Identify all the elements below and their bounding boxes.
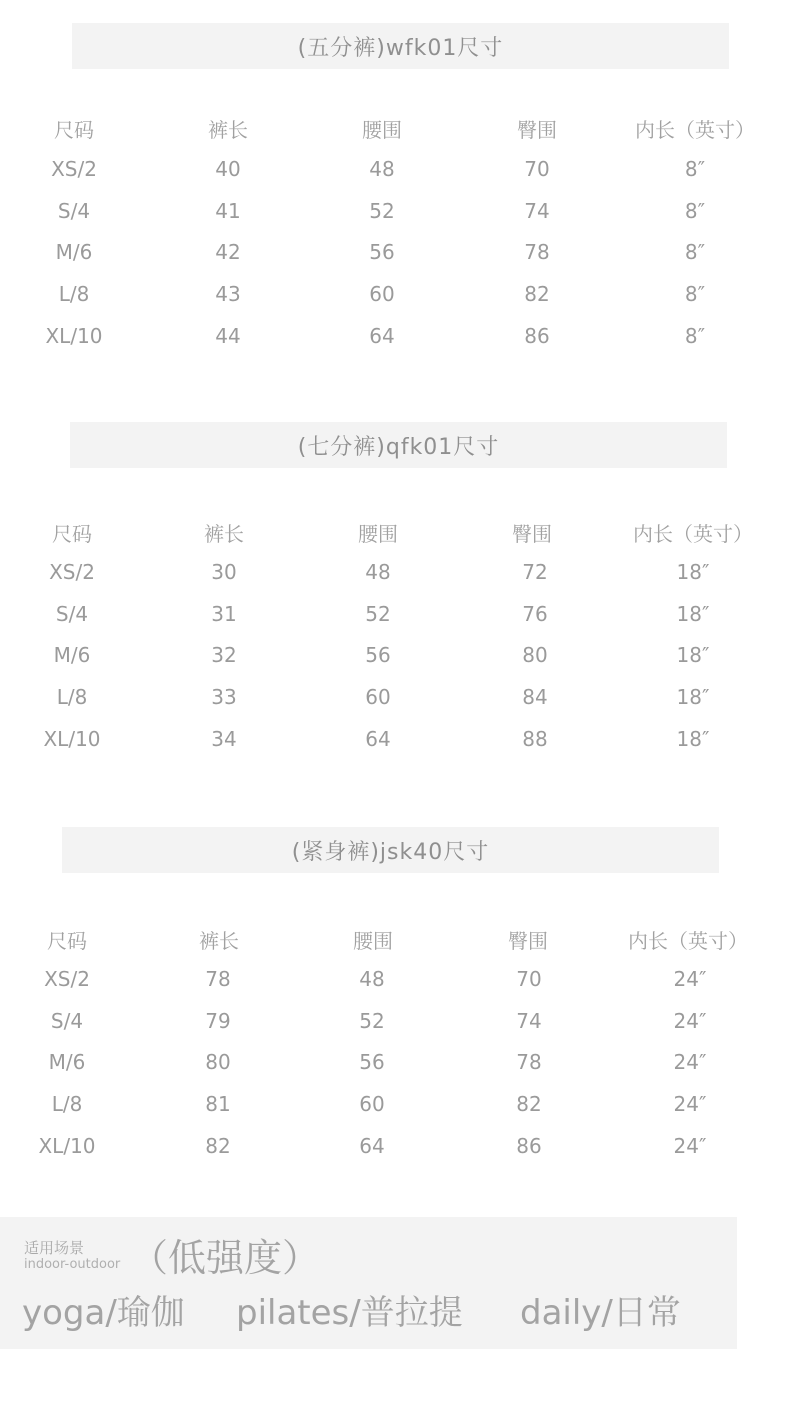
table-row	[0, 677, 800, 717]
cell-inseam: 8″	[684, 324, 706, 348]
cell-pant-length: 42	[215, 240, 241, 264]
cell-waist: 48	[365, 560, 391, 584]
cell-hip: 84	[522, 685, 548, 709]
table-title-banner	[72, 23, 729, 69]
cell-size: XL/10	[43, 727, 101, 751]
cell-pant-length: 43	[215, 282, 241, 306]
cell-inseam: 18″	[676, 685, 710, 709]
cell-pant-length: 81	[205, 1092, 231, 1116]
cell-inseam: 24″	[673, 1134, 707, 1158]
cell-size: L/8	[58, 282, 90, 306]
cell-inseam: 18″	[676, 560, 710, 584]
header-waist: 腰围	[353, 929, 393, 953]
cell-inseam: 18″	[676, 727, 710, 751]
cell-waist: 60	[359, 1092, 385, 1116]
table-row	[0, 1126, 800, 1166]
table-row	[0, 719, 800, 759]
cell-pant-length: 44	[215, 324, 241, 348]
cell-inseam: 24″	[673, 967, 707, 991]
cell-size: S/4	[55, 602, 89, 626]
cell-waist: 48	[369, 157, 395, 181]
cell-hip: 74	[524, 199, 550, 223]
cell-size: M/6	[53, 643, 91, 667]
cell-size: S/4	[57, 199, 91, 223]
header-size: 尺码	[54, 118, 94, 142]
cell-inseam: 18″	[676, 602, 710, 626]
cell-pant-length: 78	[205, 967, 231, 991]
cell-size: XL/10	[38, 1134, 96, 1158]
header-hip: 臀围	[517, 118, 557, 142]
table-row	[0, 1042, 800, 1082]
cell-pant-length: 41	[215, 199, 241, 223]
cell-waist: 56	[359, 1050, 385, 1074]
cell-hip: 72	[522, 560, 548, 584]
header-waist: 腰围	[362, 118, 402, 142]
header-hip: 臀围	[508, 929, 548, 953]
table-title: (七分裤)qfk01尺寸	[297, 434, 500, 460]
header-inseam: 内长（英寸）	[628, 929, 748, 953]
cell-waist: 56	[369, 240, 395, 264]
table-row	[0, 635, 800, 675]
cell-inseam: 24″	[673, 1092, 707, 1116]
table-row	[0, 959, 800, 999]
cell-waist: 64	[365, 727, 391, 751]
cell-hip: 80	[522, 643, 548, 667]
cell-inseam: 24″	[673, 1050, 707, 1074]
cell-hip: 70	[524, 157, 550, 181]
cell-size: M/6	[48, 1050, 86, 1074]
table-row	[0, 316, 800, 356]
cell-inseam: 8″	[684, 199, 706, 223]
header-size: 尺码	[47, 929, 87, 953]
table-row	[0, 191, 800, 231]
cell-hip: 76	[522, 602, 548, 626]
cell-waist: 52	[359, 1009, 385, 1033]
table-row	[0, 274, 800, 314]
cell-waist: 60	[365, 685, 391, 709]
cell-size: L/8	[56, 685, 88, 709]
header-pant-length: 裤长	[204, 522, 244, 546]
cell-size: XS/2	[51, 157, 97, 181]
cell-size: XS/2	[49, 560, 95, 584]
table-row	[0, 1084, 800, 1124]
cell-inseam: 18″	[676, 643, 710, 667]
header-inseam: 内长（英寸）	[633, 522, 753, 546]
cell-hip: 78	[516, 1050, 542, 1074]
cell-pant-length: 32	[211, 643, 237, 667]
table-header-row	[0, 110, 800, 150]
cell-size: S/4	[50, 1009, 84, 1033]
table-row	[0, 149, 800, 189]
cell-pant-length: 80	[205, 1050, 231, 1074]
cell-inseam: 8″	[684, 282, 706, 306]
cell-hip: 86	[524, 324, 550, 348]
intensity-level: （低强度）	[130, 1236, 321, 1280]
cell-waist: 48	[359, 967, 385, 991]
cell-size: L/8	[51, 1092, 83, 1116]
cell-hip: 70	[516, 967, 542, 991]
cell-waist: 64	[369, 324, 395, 348]
cell-waist: 52	[365, 602, 391, 626]
cell-hip: 82	[516, 1092, 542, 1116]
header-pant-length: 裤长	[199, 929, 239, 953]
cell-inseam: 8″	[684, 157, 706, 181]
cell-pant-length: 31	[211, 602, 237, 626]
activity-list	[22, 1285, 737, 1333]
cell-inseam: 24″	[673, 1009, 707, 1033]
cell-hip: 74	[516, 1009, 542, 1033]
table-row	[0, 552, 800, 592]
cell-pant-length: 30	[211, 560, 237, 584]
table-row	[0, 1001, 800, 1041]
table-title-banner	[62, 827, 719, 873]
cell-pant-length: 82	[205, 1134, 231, 1158]
header-pant-length: 裤长	[208, 118, 248, 142]
table-header-row	[0, 921, 800, 961]
scene-label-cn: 适用场景	[24, 1239, 85, 1257]
cell-waist: 64	[359, 1134, 385, 1158]
table-title-banner	[70, 422, 727, 468]
scene-label-en: indoor-outdoor	[24, 1257, 121, 1272]
activity-yoga: yoga/瑜伽	[22, 1293, 185, 1333]
header-inseam: 内长（英寸）	[635, 118, 755, 142]
cell-waist: 52	[369, 199, 395, 223]
cell-size: XL/10	[45, 324, 103, 348]
cell-hip: 86	[516, 1134, 542, 1158]
cell-pant-length: 40	[215, 157, 241, 181]
header-size: 尺码	[52, 522, 92, 546]
cell-inseam: 8″	[684, 240, 706, 264]
table-row	[0, 594, 800, 634]
table-title: (紧身裤)jsk40尺寸	[291, 839, 490, 865]
activity-pilates: pilates/普拉提	[236, 1293, 463, 1333]
table-row	[0, 232, 800, 272]
cell-hip: 78	[524, 240, 550, 264]
activity-daily: daily/日常	[520, 1293, 681, 1333]
cell-pant-length: 79	[205, 1009, 231, 1033]
table-title: (五分裤)wfk01尺寸	[297, 35, 504, 61]
cell-hip: 88	[522, 727, 548, 751]
header-waist: 腰围	[358, 522, 398, 546]
cell-pant-length: 33	[211, 685, 237, 709]
usage-scene-panel	[0, 1217, 737, 1349]
table-header-row	[0, 514, 800, 554]
cell-pant-length: 34	[211, 727, 237, 751]
cell-size: XS/2	[44, 967, 90, 991]
cell-size: M/6	[55, 240, 93, 264]
cell-waist: 56	[365, 643, 391, 667]
cell-hip: 82	[524, 282, 550, 306]
header-hip: 臀围	[512, 522, 552, 546]
cell-waist: 60	[369, 282, 395, 306]
